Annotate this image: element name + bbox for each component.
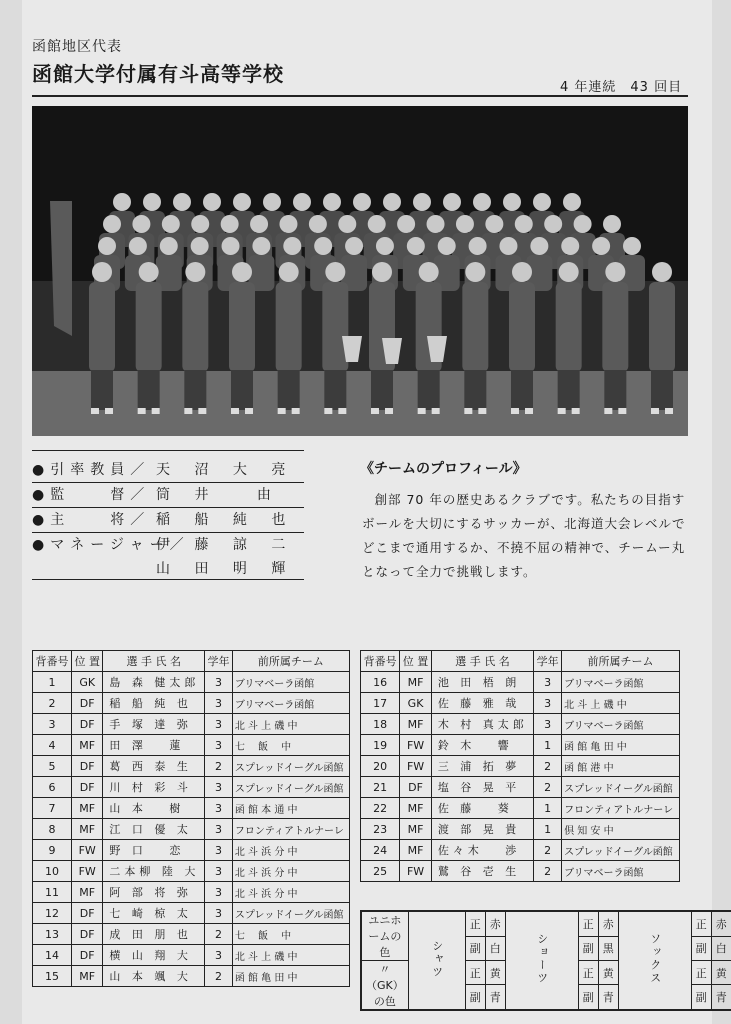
player-head — [533, 193, 551, 211]
player-head — [592, 237, 610, 255]
player-position: FW — [400, 861, 432, 882]
shorts-color: 赤 — [598, 911, 618, 936]
player-name: 鷲 谷 壱 生 — [431, 861, 533, 882]
player-grade: 2 — [534, 861, 562, 882]
player-prev-team: スプレッドイーグル函館 — [232, 756, 349, 777]
player-number: 3 — [33, 714, 72, 735]
player-name: 佐 藤 葵 — [431, 798, 533, 819]
player-head — [512, 262, 532, 282]
player-position: FW — [72, 840, 103, 861]
player-prev-team: 北 斗 上 磯 中 — [232, 714, 349, 735]
player-head — [605, 262, 625, 282]
player-position: MF — [400, 714, 432, 735]
main-mark: 正 — [691, 961, 711, 985]
player-number: 12 — [33, 903, 72, 924]
staff-name: 稲 船 純 也 — [156, 512, 296, 528]
player-head — [473, 193, 491, 211]
player-prev-team: 七 飯 中 — [232, 735, 349, 756]
player-name: 江 口 優 太 — [103, 819, 205, 840]
player-number: 13 — [33, 924, 72, 945]
player-name: 三 浦 拓 夢 — [431, 756, 533, 777]
player-head — [397, 215, 415, 233]
staff-divider — [32, 450, 304, 451]
player-grade: 3 — [205, 693, 233, 714]
player-grade: 3 — [205, 672, 233, 693]
player-grade: 1 — [534, 819, 562, 840]
player-number: 10 — [33, 861, 72, 882]
player-head — [413, 193, 431, 211]
player-head — [368, 215, 386, 233]
table-row — [361, 840, 680, 861]
player-name: 手 塚 達 弥 — [103, 714, 205, 735]
player-prev-team: 倶 知 安 中 — [562, 819, 680, 840]
sub-mark: 副 — [465, 936, 485, 960]
table-row — [361, 819, 680, 840]
player-position: FW — [400, 756, 432, 777]
player-prev-team: スプレッドイーグル函館 — [562, 840, 680, 861]
player-head — [427, 215, 445, 233]
player-name: 川 村 彩 斗 — [103, 777, 205, 798]
player-silhouette — [509, 282, 535, 372]
player-number: 17 — [361, 693, 400, 714]
player-head — [652, 262, 672, 282]
player-name: 阿 部 将 弥 — [103, 882, 205, 903]
sub-mark: 副 — [465, 985, 485, 1010]
table-row — [33, 693, 350, 714]
main-mark: 正 — [691, 911, 711, 936]
player-head — [162, 215, 180, 233]
main-mark: 正 — [578, 911, 598, 936]
table-row — [361, 756, 680, 777]
staff-name: 天 沼 大 亮 — [156, 462, 296, 478]
player-position: MF — [72, 735, 103, 756]
player-number: 14 — [33, 945, 72, 966]
player-grade: 2 — [534, 777, 562, 798]
manager-name-2: 山 田 明 輝 — [156, 561, 296, 577]
shorts-color: 青 — [598, 985, 618, 1010]
shorts-color: 黄 — [598, 961, 618, 985]
player-head — [221, 215, 239, 233]
appearance-count: 4 年連続 43 回目 — [560, 80, 683, 95]
player-silhouette — [182, 282, 208, 372]
player-prev-team: ブリマベーラ函館 — [562, 861, 680, 882]
gk-uniform-label: 〃（GK）の色 — [361, 961, 408, 1011]
shirt-color: 赤 — [485, 911, 505, 936]
player-head — [623, 237, 641, 255]
player-silhouette — [556, 282, 582, 372]
player-head — [407, 237, 425, 255]
player-position: DF — [72, 945, 103, 966]
grade-header: 学年 — [205, 651, 233, 672]
player-position: GK — [72, 672, 103, 693]
player-head — [456, 215, 474, 233]
player-head — [465, 262, 485, 282]
player-name: 塩 谷 晃 平 — [431, 777, 533, 798]
player-number: 9 — [33, 840, 72, 861]
player-grade: 3 — [205, 945, 233, 966]
position-header: 位 置 — [72, 651, 103, 672]
player-position: DF — [72, 903, 103, 924]
player-head — [419, 262, 439, 282]
player-head — [309, 215, 327, 233]
player-number: 23 — [361, 819, 400, 840]
player-prev-team: ブリマベーラ函館 — [232, 672, 349, 693]
uniform-colors-table — [360, 910, 731, 1011]
table-row — [361, 735, 680, 756]
player-name: 七 崎 椋 太 — [103, 903, 205, 924]
player-grade: 2 — [534, 756, 562, 777]
player-grade: 3 — [534, 714, 562, 735]
player-number: 15 — [33, 966, 72, 987]
table-row — [33, 819, 350, 840]
table-row — [361, 672, 680, 693]
player-position: MF — [400, 798, 432, 819]
main-mark: 正 — [465, 961, 485, 985]
player-silhouette — [136, 282, 162, 372]
player-position: DF — [400, 777, 432, 798]
player-prev-team: 北 斗 浜 分 中 — [232, 861, 349, 882]
staff-name — [156, 533, 304, 579]
table-row — [33, 777, 350, 798]
player-position: DF — [72, 777, 103, 798]
sub-mark: 副 — [578, 936, 598, 960]
player-grade: 2 — [205, 756, 233, 777]
staff-role: ●主 将／ — [32, 512, 151, 528]
main-mark: 正 — [465, 911, 485, 936]
profile-heading: 《チームのプロフィール》 — [360, 461, 527, 477]
player-prev-team: スプレッドイーグル函館 — [562, 777, 680, 798]
number-header: 背番号 — [361, 651, 400, 672]
table-row — [33, 945, 350, 966]
table-row — [33, 756, 350, 777]
player-grade: 3 — [534, 693, 562, 714]
player-name: 渡 部 晃 貴 — [431, 819, 533, 840]
name-header: 選 手 氏 名 — [103, 651, 205, 672]
player-head — [160, 237, 178, 255]
player-name: 田 澤 蓮 — [103, 735, 205, 756]
player-number: 19 — [361, 735, 400, 756]
team-photo — [32, 106, 688, 436]
player-number: 24 — [361, 840, 400, 861]
staff-role: ●マネージャー／ — [32, 537, 190, 553]
staff-role: ●監 督／ — [32, 487, 151, 503]
school-name: 函館大学付属有斗高等学校 — [32, 62, 284, 86]
player-head — [353, 193, 371, 211]
player-silhouette — [276, 282, 302, 372]
player-head — [515, 215, 533, 233]
player-head — [372, 262, 392, 282]
player-head — [503, 193, 521, 211]
shirt-color: 青 — [485, 985, 505, 1010]
player-name: 山 本 颯 大 — [103, 966, 205, 987]
position-header: 位 置 — [400, 651, 432, 672]
player-prev-team: 北 斗 上 磯 中 — [562, 693, 680, 714]
player-head — [191, 215, 209, 233]
player-head — [113, 193, 131, 211]
player-grade: 3 — [205, 714, 233, 735]
player-head — [325, 262, 345, 282]
player-prev-team: ブリマベーラ函館 — [562, 714, 680, 735]
player-grade: 2 — [205, 924, 233, 945]
name-header: 選 手 氏 名 — [431, 651, 533, 672]
socks-label: ソックス — [618, 911, 691, 1010]
shorts-label: ショーツ — [505, 911, 578, 1010]
player-position: DF — [72, 756, 103, 777]
player-prev-team: 函 館 亀 田 中 — [232, 966, 349, 987]
player-head — [139, 262, 159, 282]
table-row — [33, 903, 350, 924]
player-head — [563, 193, 581, 211]
player-number: 2 — [33, 693, 72, 714]
player-prev-team: 函 館 港 中 — [562, 756, 680, 777]
shirt-label: シャツ — [408, 911, 465, 1010]
player-head — [530, 237, 548, 255]
player-head — [443, 193, 461, 211]
player-prev-team: 北 斗 上 磯 中 — [232, 945, 349, 966]
player-head — [323, 193, 341, 211]
player-silhouette — [322, 282, 348, 372]
player-prev-team: ブリマベーラ函館 — [562, 672, 680, 693]
shirt-color: 白 — [485, 936, 505, 960]
table-row — [33, 735, 350, 756]
player-head — [438, 237, 456, 255]
player-position: FW — [72, 861, 103, 882]
player-number: 25 — [361, 861, 400, 882]
player-number: 20 — [361, 756, 400, 777]
player-position: MF — [72, 798, 103, 819]
socks-color: 白 — [711, 936, 731, 960]
player-grade: 3 — [205, 798, 233, 819]
player-name: 二本柳 陸 大 — [103, 861, 205, 882]
player-head — [103, 215, 121, 233]
roster-table-left — [32, 650, 350, 987]
shirt-color: 黄 — [485, 961, 505, 985]
player-position: MF — [72, 819, 103, 840]
table-row — [33, 714, 350, 735]
sub-mark: 副 — [691, 985, 711, 1010]
player-silhouette — [229, 282, 255, 372]
player-head — [129, 237, 147, 255]
table-row — [361, 861, 680, 882]
staff-row — [32, 508, 304, 533]
header-divider — [32, 95, 688, 97]
player-head — [279, 215, 297, 233]
player-position: MF — [400, 672, 432, 693]
player-name: 野 口 恋 — [103, 840, 205, 861]
player-head — [499, 237, 517, 255]
player-number: 22 — [361, 798, 400, 819]
player-grade: 3 — [205, 903, 233, 924]
region-label: 函館地区代表 — [32, 39, 122, 55]
roster-table-right — [360, 650, 680, 882]
sub-mark: 副 — [691, 936, 711, 960]
player-head — [233, 193, 251, 211]
player-head — [574, 215, 592, 233]
player-grade: 3 — [205, 819, 233, 840]
number-header: 背番号 — [33, 651, 72, 672]
player-name: 山 本 樹 — [103, 798, 205, 819]
player-number: 18 — [361, 714, 400, 735]
player-number: 1 — [33, 672, 72, 693]
player-head — [283, 237, 301, 255]
player-number: 16 — [361, 672, 400, 693]
player-prev-team: フロンティアトルナーレ — [562, 798, 680, 819]
table-row — [361, 798, 680, 819]
player-head — [250, 215, 268, 233]
player-silhouette — [89, 282, 115, 372]
player-head — [252, 237, 270, 255]
player-prev-team: スプレッドイーグル函館 — [232, 903, 349, 924]
table-row — [361, 714, 680, 735]
team-header: 前所属チーム — [232, 651, 349, 672]
player-grade: 3 — [205, 735, 233, 756]
player-position: MF — [400, 840, 432, 861]
player-head — [191, 237, 209, 255]
player-number: 4 — [33, 735, 72, 756]
player-prev-team: スプレッドイーグル函館 — [232, 777, 349, 798]
player-head — [469, 237, 487, 255]
player-head — [92, 262, 112, 282]
staff-row — [32, 483, 304, 508]
player-head — [293, 193, 311, 211]
staff-list — [32, 458, 304, 580]
table-row — [361, 693, 680, 714]
player-name: 鈴 木 響 — [431, 735, 533, 756]
player-head — [544, 215, 562, 233]
player-grade: 3 — [205, 777, 233, 798]
player-prev-team: 北 斗 浜 分 中 — [232, 840, 349, 861]
staff-row — [32, 533, 304, 580]
player-grade: 2 — [205, 966, 233, 987]
player-silhouette — [649, 282, 675, 372]
player-head — [203, 193, 221, 211]
player-head — [279, 262, 299, 282]
player-head — [263, 193, 281, 211]
player-head — [143, 193, 161, 211]
table-row — [33, 882, 350, 903]
player-position: DF — [72, 693, 103, 714]
player-head — [314, 237, 332, 255]
table-row — [33, 840, 350, 861]
player-head — [173, 193, 191, 211]
player-head — [383, 193, 401, 211]
socks-color: 青 — [711, 985, 731, 1010]
player-head — [561, 237, 579, 255]
player-name: 稲 船 純 也 — [103, 693, 205, 714]
player-head — [222, 237, 240, 255]
player-silhouette — [602, 282, 628, 372]
player-number: 21 — [361, 777, 400, 798]
player-head — [376, 237, 394, 255]
table-row — [33, 966, 350, 987]
player-grade: 3 — [205, 882, 233, 903]
manager-name-1: 伊 藤 諒 二 — [156, 537, 296, 553]
table-row — [33, 672, 350, 693]
player-position: MF — [72, 966, 103, 987]
player-prev-team: 七 飯 中 — [232, 924, 349, 945]
socks-color: 黄 — [711, 961, 731, 985]
main-mark: 正 — [578, 961, 598, 985]
player-name: 池 田 梧 朗 — [431, 672, 533, 693]
player-name: 木 村 真太郎 — [431, 714, 533, 735]
player-name: 佐 藤 雅 哉 — [431, 693, 533, 714]
player-grade: 3 — [205, 840, 233, 861]
player-name: 成 田 朋 也 — [103, 924, 205, 945]
player-head — [132, 215, 150, 233]
player-position: DF — [72, 714, 103, 735]
player-head — [485, 215, 503, 233]
player-head — [559, 262, 579, 282]
player-position: FW — [400, 735, 432, 756]
staff-name: 筒 井 由 — [156, 487, 281, 503]
sub-mark: 副 — [578, 985, 598, 1010]
player-head — [98, 237, 116, 255]
player-grade: 2 — [534, 840, 562, 861]
table-row — [33, 861, 350, 882]
player-grade: 3 — [205, 861, 233, 882]
staff-role: ●引率教員／ — [32, 462, 151, 478]
player-name: 葛 西 泰 生 — [103, 756, 205, 777]
player-name: 横 山 翔 大 — [103, 945, 205, 966]
player-name: 島 森 健太郎 — [103, 672, 205, 693]
player-silhouette — [462, 282, 488, 372]
player-prev-team: 函 館 本 通 中 — [232, 798, 349, 819]
player-prev-team: 北 斗 浜 分 中 — [232, 882, 349, 903]
player-prev-team: フロンティアトルナーレ — [232, 819, 349, 840]
player-number: 8 — [33, 819, 72, 840]
player-name: 佐々木 渉 — [431, 840, 533, 861]
socks-color: 赤 — [711, 911, 731, 936]
player-number: 5 — [33, 756, 72, 777]
grade-header: 学年 — [534, 651, 562, 672]
player-position: GK — [400, 693, 432, 714]
player-prev-team: ブリマベーラ函館 — [232, 693, 349, 714]
player-grade: 1 — [534, 798, 562, 819]
player-head — [603, 215, 621, 233]
player-position: MF — [400, 819, 432, 840]
team-header: 前所属チーム — [562, 651, 680, 672]
shorts-color: 黒 — [598, 936, 618, 960]
profile-text: 創部 70 年の歴史あるクラブです。私たちの目指すボールを大切にするサッカーが、北海道大会レベルでどこまで通用するか、不撓不屈の精神で、チームー丸となって全力で挑戦します。 — [362, 492, 686, 579]
staff-row — [32, 458, 304, 483]
player-position: MF — [72, 882, 103, 903]
home-uniform-label: ユニホームの色 — [361, 911, 408, 961]
player-number: 6 — [33, 777, 72, 798]
player-head — [232, 262, 252, 282]
player-grade: 1 — [534, 735, 562, 756]
player-position: DF — [72, 924, 103, 945]
player-grade: 3 — [534, 672, 562, 693]
player-number: 11 — [33, 882, 72, 903]
player-prev-team: 函 館 亀 田 中 — [562, 735, 680, 756]
table-row — [33, 924, 350, 945]
table-row — [33, 798, 350, 819]
player-head — [345, 237, 363, 255]
player-head — [338, 215, 356, 233]
player-number: 7 — [33, 798, 72, 819]
table-row — [361, 777, 680, 798]
player-head — [185, 262, 205, 282]
